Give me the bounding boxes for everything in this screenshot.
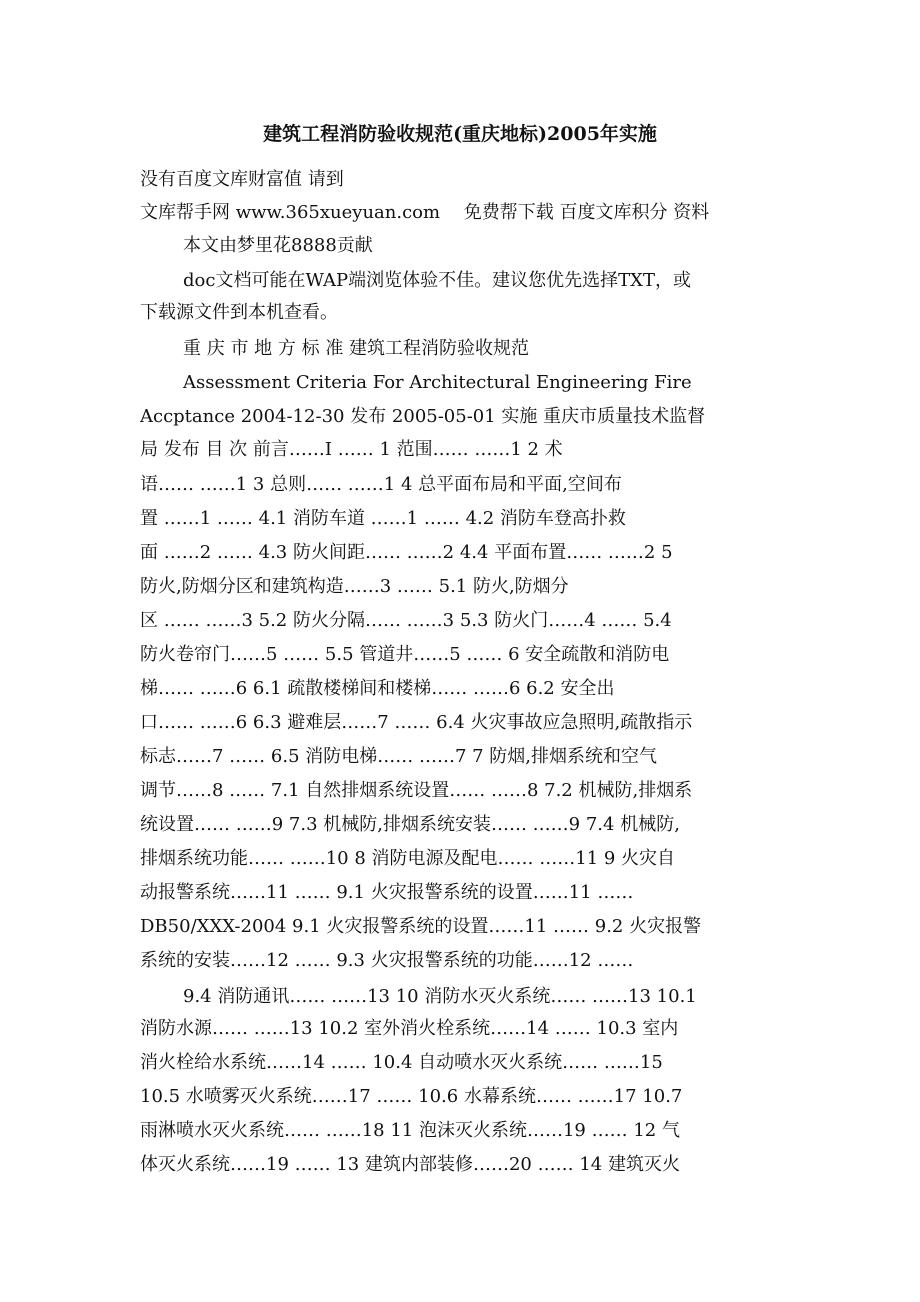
- text-line: 梯…… ……6 6.1 疏散楼梯间和楼梯…… ……6 6.2 安全出: [140, 678, 615, 699]
- document-title: 建筑工程消防验收规范(重庆地标)2005年实施: [263, 123, 657, 145]
- text-line: 系统的安装……12 …… 9.3 火灾报警系统的功能……12 ……: [140, 950, 634, 971]
- text-line: 动报警系统……11 …… 9.1 火灾报警系统的设置……11 ……: [140, 882, 634, 903]
- text-line: DB50/XXX-2004 9.1 火灾报警系统的设置……11 …… 9.2 火灾报警: [140, 916, 702, 937]
- text-line: 防火,防烟分区和建筑构造……3 …… 5.1 防火,防烟分: [140, 576, 569, 597]
- text-line: 雨淋喷水灭火系统…… ……18 11 泡沫灭火系统……19 …… 12 气: [140, 1120, 680, 1141]
- text-line: 面 ……2 …… 4.3 防火间距…… ……2 4.4 平面布置…… ……2 5: [140, 542, 673, 563]
- text-line: 下载源文件到本机查看。: [140, 302, 338, 323]
- text-line: 体灭火系统……19 …… 13 建筑内部装修……20 …… 14 建筑灭火: [140, 1154, 680, 1175]
- text-line: 统设置…… ……9 7.3 机械防,排烟系统安装…… ……9 7.4 机械防,: [140, 814, 680, 835]
- text-line: Accptance 2004-12-30 发布 2005-05-01 实施 重庆市质量技术监督: [140, 406, 706, 427]
- text-line: 局 发布 目 次 前言……I …… 1 范围…… ……1 2 术: [140, 439, 563, 460]
- text-line: Assessment Criteria For Architectural Engineering Fire: [183, 372, 692, 393]
- text-line: 置 ……1 …… 4.1 消防车道 ……1 …… 4.2 消防车登高扑救: [140, 508, 626, 529]
- text-line: 文库帮手网 www.365xueyuan.com 免费帮下载 百度文库积分 资料: [140, 202, 710, 223]
- text-line: 9.4 消防通讯…… ……13 10 消防水灭火系统…… ……13 10.1: [183, 986, 697, 1007]
- text-line: 防火卷帘门……5 …… 5.5 管道井……5 …… 6 安全疏散和消防电: [140, 644, 670, 665]
- text-line: 调节……8 …… 7.1 自然排烟系统设置…… ……8 7.2 机械防,排烟系: [140, 780, 693, 801]
- text-line: 语…… ……1 3 总则…… ……1 4 总平面布局和平面,空间布: [140, 474, 622, 495]
- text-line: 区 …… ……3 5.2 防火分隔…… ……3 5.3 防火门……4 …… 5.4: [140, 610, 672, 631]
- text-line: 口…… ……6 6.3 避难层……7 …… 6.4 火灾事故应急照明,疏散指示: [140, 712, 693, 733]
- text-line: 没有百度文库财富值 请到: [140, 169, 344, 190]
- text-line: 消防水源…… ……13 10.2 室外消火栓系统……14 …… 10.3 室内: [140, 1018, 679, 1039]
- text-line: 本文由梦里花8888贡献: [183, 235, 373, 256]
- text-line: 标志……7 …… 6.5 消防电梯…… ……7 7 防烟,排烟系统和空气: [140, 746, 658, 767]
- text-line: 10.5 水喷雾灭火系统……17 …… 10.6 水幕系统…… ……17 10.7: [140, 1086, 683, 1107]
- text-line: 消火栓给水系统……14 …… 10.4 自动喷水灭火系统…… ……15: [140, 1052, 663, 1073]
- text-line: 排烟系统功能…… ……10 8 消防电源及配电…… ……11 9 火灾自: [140, 848, 676, 869]
- text-line: doc文档可能在WAP端浏览体验不佳。建议您优先选择TXT，或: [183, 270, 691, 291]
- text-line: 重 庆 市 地 方 标 准 建筑工程消防验收规范: [183, 338, 530, 359]
